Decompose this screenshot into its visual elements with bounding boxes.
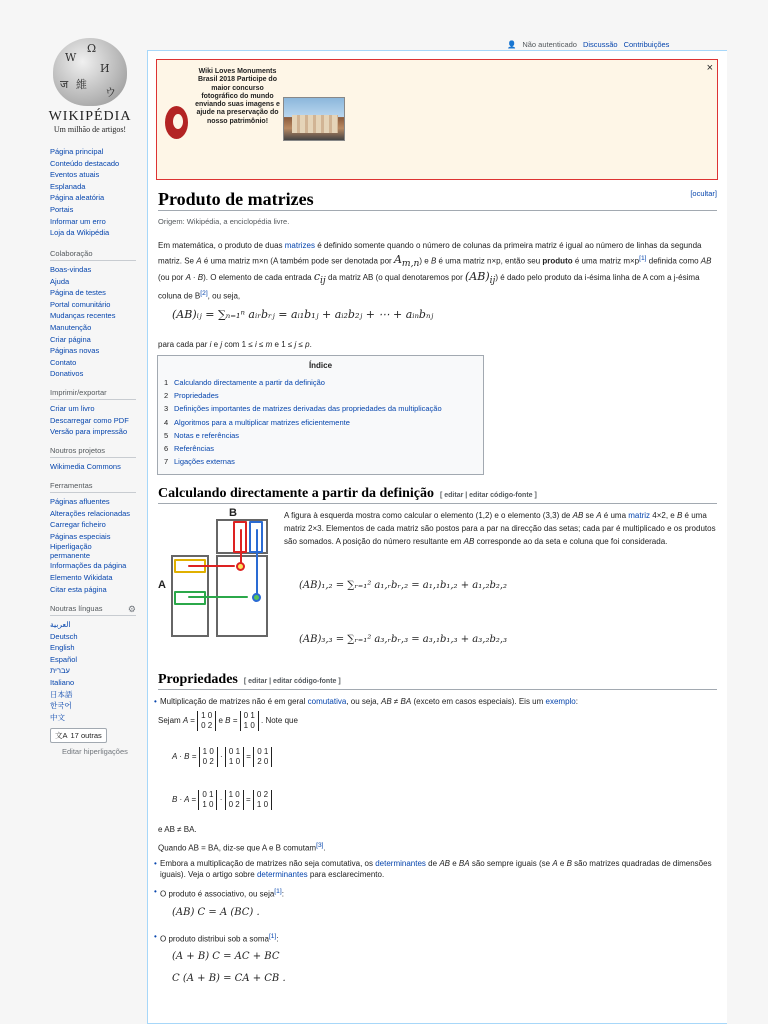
tools-title: Ferramentas xyxy=(50,481,136,493)
user-icon: 👤 xyxy=(507,40,517,49)
languages-title: Noutras línguas xyxy=(50,604,136,616)
toc-item[interactable]: 7 Ligações externas xyxy=(164,457,235,467)
edit-links-link[interactable]: Editar hiperligações xyxy=(62,747,128,757)
language-japanese[interactable]: 日本語 xyxy=(50,689,73,699)
determinants-article-link[interactable]: determinantes xyxy=(256,870,308,879)
sidebar xyxy=(0,0,148,1024)
nav-special-pages[interactable]: Páginas especiais xyxy=(50,531,111,541)
nav-create-book[interactable]: Criar um livro xyxy=(50,404,95,413)
nav-create-page[interactable]: Criar página xyxy=(50,334,91,344)
wikipedia-logo[interactable] xyxy=(44,38,136,134)
projects-title: Noutros projetos xyxy=(50,446,136,458)
site-subtitle: Origem: Wikipédia, a enciclopédia livre. xyxy=(158,217,290,226)
formula-element-1-2: (AB)₁,₂ = ∑ᵣ₌₁² a₁,ᵣbᵣ,₂ = a₁,₁b₁,₂ + a₁,₂b₂,₂ xyxy=(299,580,508,591)
nav-portals[interactable]: Portais xyxy=(50,204,74,214)
language-korean[interactable]: 한국어 xyxy=(50,701,72,711)
figure-label-b: B xyxy=(229,507,237,519)
close-icon[interactable]: × xyxy=(706,62,713,74)
collaboration-title: Colaboração xyxy=(50,249,136,261)
range-paragraph: para cada par i e j com 1 ≤ i ≤ m e 1 ≤ j ≤ p. xyxy=(158,340,312,349)
language-spanish[interactable]: Español xyxy=(50,654,78,664)
matrix-a: 1 0 0 2 xyxy=(197,711,216,731)
print-title: Imprimir/exportar xyxy=(50,388,136,400)
intro-paragraph: Em matemática, o produto de duas matrizes é definido somente quando o número de colunas da primeira matriz é igual ao número de linhas da segunda matriz. Se A é uma matriz m×n (A também pode ser denotada por $A_{m,n}$) e B é uma matriz n×p, então seu produto é uma matriz m×p[1] definida como AB (ou por A · B). O elemento de cada entrada $c_{ij}$ da matriz AB (o qual denotaremos por $(AB)_{ij}$) é dado pelo produto da i-ésima linha de A com a j-ésima coluna de B[2], ou seja, xyxy=(158,241,712,301)
property-bullet: • Embora a multiplicação de matrizes não seja comutativa, os determinantes de AB e BA são sempre iguais (se A e B são matrizes quadradas de dimensões iguais). Veja o artigo sobre determinantes para esclarecimento. xyxy=(160,858,714,880)
nav-what-links-here[interactable]: Páginas afluentes xyxy=(50,497,110,506)
contributions-link[interactable]: Contribuições xyxy=(623,40,670,49)
nav-help[interactable]: Ajuda xyxy=(50,276,70,286)
table-of-contents xyxy=(157,355,484,475)
section-edit-links[interactable]: [ editar | editar código-fonte ] xyxy=(439,492,537,499)
nav-welcome[interactable]: Boas-vindas xyxy=(50,265,92,274)
main-formula: (AB)ᵢⱼ = ∑ₙ₌₁ⁿ aᵢᵣbᵣⱼ = aᵢ₁b₁ⱼ + aᵢ₂b₂ⱼ + ⋯ + aᵢₙbₙⱼ xyxy=(172,308,434,321)
ba-product-example: B · A = 0 1 1 0 · 1 0 0 2 = 0 2 1 0 xyxy=(172,790,727,810)
banner-message[interactable]: Wiki Loves Monuments Brasil 2018 Participe do maior concurso fotográfico do mundo enviando suas imagens e ajude na preservação do nosso patrimônio! xyxy=(195,68,280,125)
toc-item[interactable]: 6 Referências xyxy=(164,444,215,454)
language-arabic[interactable]: العربية xyxy=(50,620,71,629)
nav-download-pdf[interactable]: Descarregar como PDF xyxy=(50,415,129,425)
monument-logo-icon xyxy=(165,106,188,139)
section-definition-heading: Calculando directamente a partir da definição [ editar | editar código-fonte ] xyxy=(158,486,717,504)
nav-upload-file[interactable]: Carregar ficheiro xyxy=(50,520,106,530)
ab-product-example: A · B = 1 0 0 2 · 0 1 1 0 = 0 1 2 0 xyxy=(172,747,727,767)
print-export-menu xyxy=(50,388,136,438)
row-highlight xyxy=(174,591,206,605)
logo-name: WIKIPÉDIA xyxy=(48,109,132,124)
figure-description: A figura à esquerda mostra como calcular o elemento (1,2) e o elemento (3,3) de AB se A é uma matriz 4×2, e B é uma matriz 2×3. Elementos de cada matriz são postos para a par na direcção das setas; cada par é multiplicado e os produtos são somados. A posição do número resultante em AB corresponde ao da seta e coluna que foi considerada. xyxy=(284,511,716,546)
tools-menu xyxy=(50,481,136,595)
logo-tagline: Um milhão de artigos! xyxy=(53,125,127,134)
nav-related-changes[interactable]: Alterações relacionadas xyxy=(50,508,131,518)
gear-icon[interactable]: ⚙ xyxy=(127,604,136,614)
language-english[interactable]: English xyxy=(50,643,75,653)
page-title: Produto de matrizes xyxy=(158,189,717,211)
matrix-a: 1 0 0 2 xyxy=(225,790,244,810)
language-chinese[interactable]: 中文 xyxy=(50,712,65,722)
nav-current-events[interactable]: Eventos atuais xyxy=(50,170,100,180)
toc-title: Índice xyxy=(308,361,333,370)
nav-wikimedia-commons[interactable]: Wikimedia Commons xyxy=(50,462,121,471)
nav-esplanade[interactable]: Esplanada xyxy=(50,181,86,191)
nav-recent-changes[interactable]: Mudanças recentes xyxy=(50,311,116,321)
nav-test-page[interactable]: Página de testes xyxy=(50,288,106,298)
matrix-ba: 0 2 1 0 xyxy=(253,790,272,810)
property-bullet: • O produto distribui sob a soma[1]: xyxy=(160,931,714,945)
property-bullet: • Multiplicação de matrizes não é em geral comutativa, ou seja, AB ≠ BA (exceto em casos especiais). Eis um exemplo: xyxy=(160,696,714,707)
toc-item[interactable]: 1 Calculando directamente a partir da definição xyxy=(164,378,325,387)
language-icon: 文A xyxy=(55,731,68,741)
example-link[interactable]: exemplo xyxy=(545,697,576,706)
nav-contact[interactable]: Contato xyxy=(50,357,77,367)
result-cell-1-2 xyxy=(236,562,245,571)
determinants-link[interactable]: determinantes xyxy=(375,859,426,868)
nav-permanent-link-line-2[interactable]: permanente xyxy=(50,551,91,561)
nav-main-page[interactable]: Página principal xyxy=(50,147,104,156)
more-languages-button[interactable]: 文A 17 outras xyxy=(50,728,107,743)
nav-random-page[interactable]: Página aleatória xyxy=(50,193,105,203)
matrix-b: 0 1 1 0 xyxy=(225,747,244,767)
row-arrow xyxy=(188,596,248,598)
language-italian[interactable]: Italiano xyxy=(50,677,75,687)
figure-label-a: A xyxy=(158,579,166,591)
row-arrow xyxy=(188,565,235,567)
toc-item[interactable]: 3 Definições importantes de matrizes derivadas das propriedades da multiplicação xyxy=(164,404,442,414)
section-properties-heading: Propriedades [ editar | editar código-fonte ] xyxy=(158,672,717,690)
commuting-definition: Quando AB = BA, diz-se que A e B comutam[3]. xyxy=(158,842,326,853)
talk-link[interactable]: Discussão xyxy=(582,40,618,49)
language-hebrew[interactable]: עברית xyxy=(50,666,70,676)
toc-item[interactable]: 2 Propriedades xyxy=(164,391,219,401)
result-cell-3-3 xyxy=(252,593,261,602)
nav-page-info[interactable]: Informações da página xyxy=(50,561,127,571)
matrix-ab: 0 1 2 0 xyxy=(253,747,272,767)
matrix-definition-line: Sejam A = 1 0 0 2 e B = 0 1 1 0 . Note que xyxy=(158,711,298,730)
toc-item[interactable]: 4 Algoritmos para a multiplicar matrizes eficientemente xyxy=(164,417,350,427)
commutative-link[interactable]: comutativa xyxy=(307,697,347,706)
hide-banner-link[interactable]: [ocultar] xyxy=(690,189,717,198)
property-bullet: • O produto é associativo, ou seja[1]: xyxy=(160,886,714,900)
nav-cite-page[interactable]: Citar esta página xyxy=(50,584,107,594)
language-german[interactable]: Deutsch xyxy=(50,631,78,641)
campaign-banner xyxy=(156,59,718,180)
distributive-formula-left: C (A + B) = CA + CB . xyxy=(172,973,286,984)
monument-photo xyxy=(283,97,345,141)
non-commutative-note: e AB ≠ BA. xyxy=(158,825,197,834)
article-content xyxy=(147,50,727,1024)
matrices-link[interactable]: matrizes xyxy=(284,241,315,250)
formula-element-3-3: (AB)₃,₃ = ∑ᵣ₌₁² a₃,ᵣbᵣ,₃ = a₃,₁b₁,₃ + a₃,₂b₂,₃ xyxy=(299,634,508,645)
nav-donations[interactable]: Donativos xyxy=(50,369,84,379)
matrix-b: 0 1 1 0 xyxy=(240,711,259,731)
matrix-link[interactable]: matriz xyxy=(628,511,651,520)
globe-logo-icon: W Ω И 維 ウ ज xyxy=(53,38,127,106)
collaboration-menu xyxy=(50,249,136,380)
distributive-formula-right: (A + B) C = AC + BC xyxy=(172,951,280,962)
matrix-a: 1 0 0 2 xyxy=(199,747,218,767)
matrix-b: 0 1 1 0 xyxy=(198,790,217,810)
nav-featured-content[interactable]: Conteúdo destacado xyxy=(50,158,120,168)
nav-wikidata-item[interactable]: Elemento Wikidata xyxy=(50,572,113,582)
nav-store[interactable]: Loja da Wikipédia xyxy=(50,228,110,238)
nav-community-portal[interactable]: Portal comunitário xyxy=(50,299,111,309)
other-projects-menu xyxy=(50,446,136,473)
section-edit-links[interactable]: [ editar | editar código-fonte ] xyxy=(243,678,341,685)
languages-menu xyxy=(50,604,136,756)
navigation-menu xyxy=(50,146,136,239)
nav-printable-version[interactable]: Versão para impressão xyxy=(50,427,128,437)
nav-maintenance[interactable]: Manutenção xyxy=(50,322,92,332)
nav-permanent-link-line-1[interactable]: Hiperligação xyxy=(50,542,92,552)
associative-formula: (AB) C = A (BC) . xyxy=(172,907,260,918)
personal-tools xyxy=(507,40,669,49)
column-arrow xyxy=(256,529,258,596)
nav-new-pages[interactable]: Páginas novas xyxy=(50,346,100,356)
nav-report-error[interactable]: Informar um erro xyxy=(50,216,106,226)
toc-item[interactable]: 5 Notas e referências xyxy=(164,430,240,440)
not-logged-in: Não autenticado xyxy=(522,40,577,49)
matrix-multiplication-figure xyxy=(158,507,274,642)
